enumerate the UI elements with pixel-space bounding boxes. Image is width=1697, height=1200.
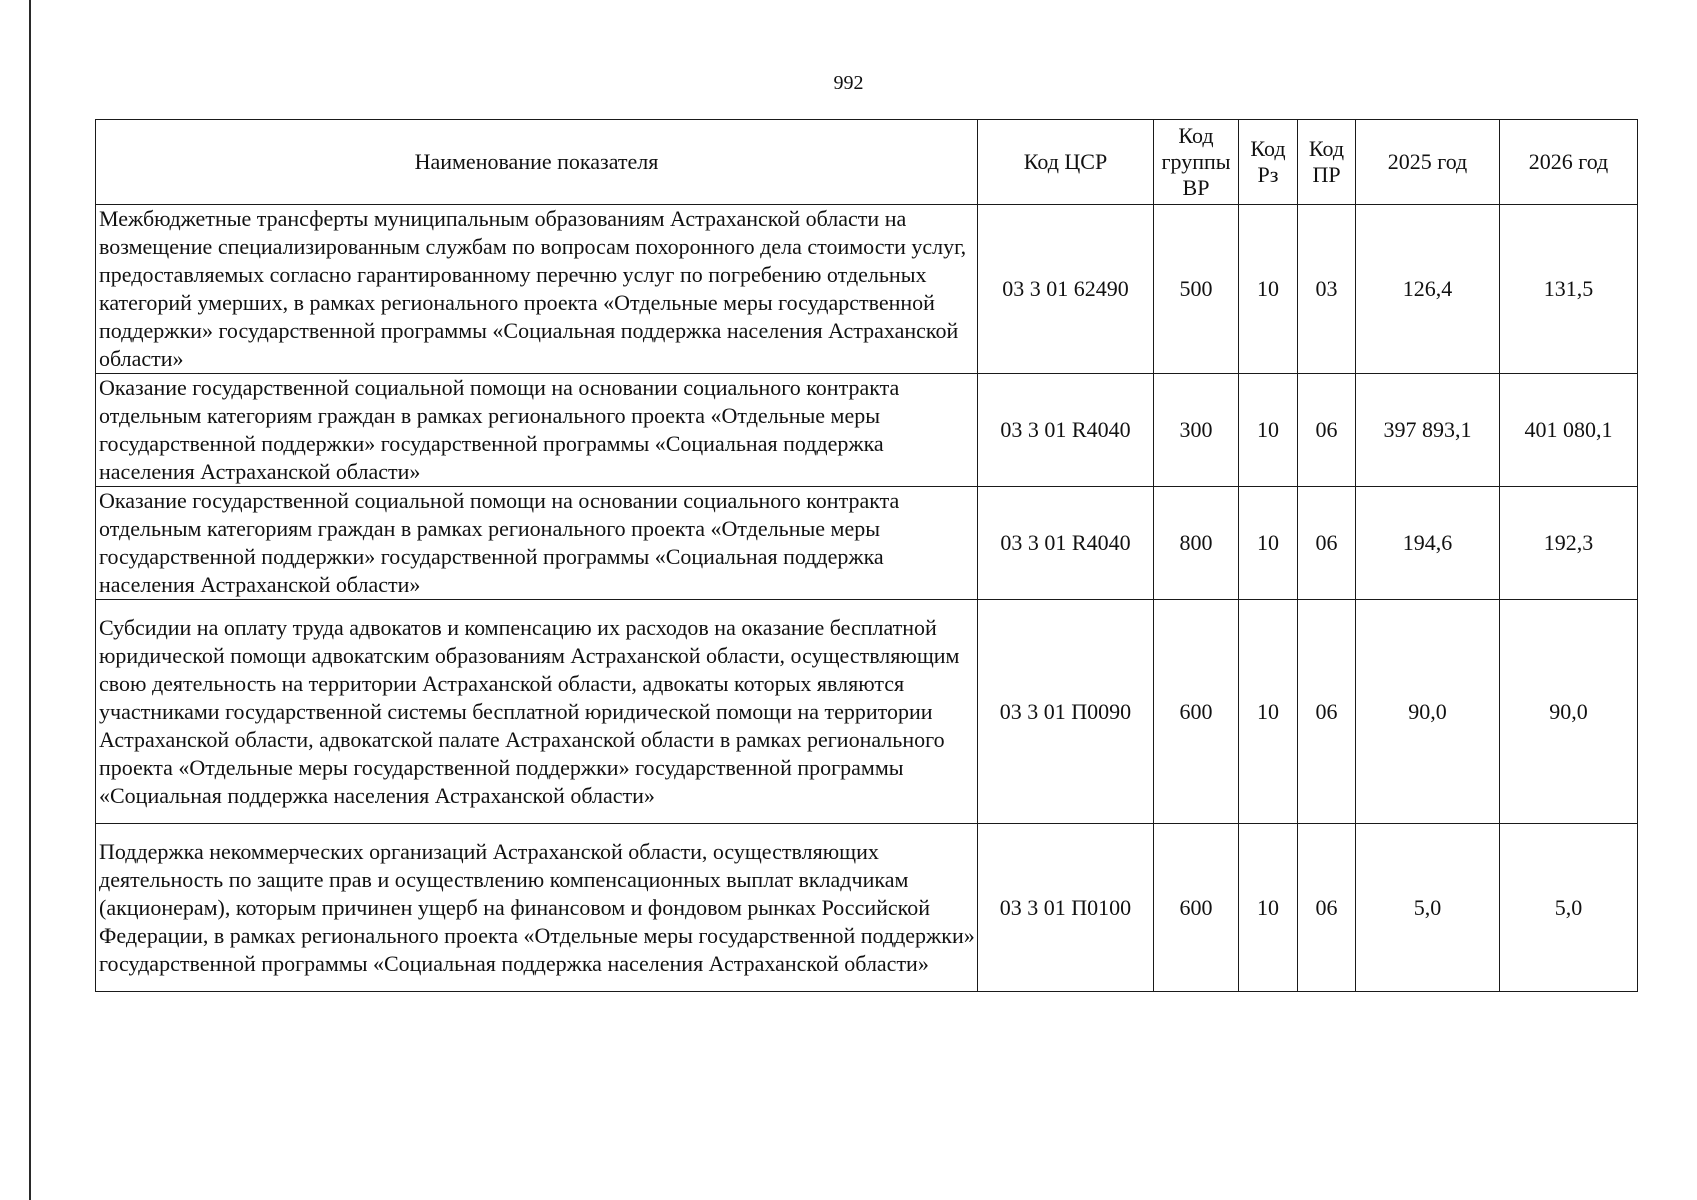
row-pr: 06: [1298, 487, 1356, 600]
row-pr: 06: [1298, 824, 1356, 992]
row-rz: 10: [1239, 205, 1298, 374]
budget-table: [95, 119, 1638, 992]
row-name: Поддержка некоммерческих организаций Астраханской области, осуществляющих деятельность по защите прав и осуществлению компенсационных выплат вкладчикам (акционерам), которым причинен ущерб на финансовом и фондовом рынках Российской Федерации, в рамках регионального проекта «Отдельные меры государственной поддержки» государственной программы «Социальная поддержка населения Астраханской области»: [96, 824, 978, 992]
table-row: [96, 374, 1638, 487]
row-csr: 03 3 01 62490: [978, 205, 1154, 374]
header-vr: Код группы ВР: [1154, 120, 1239, 205]
row-name: Межбюджетные трансферты муниципальным образованиям Астраханской области на возмещение специализированным службам по вопросам похоронного дела стоимости услуг, предоставляемых согласно гарантированному перечню услуг по погребению отдельных категорий умерших, в рамках регионального проекта «Отдельные меры государственной поддержки» государственной программы «Социальная поддержка населения Астраханской области»: [96, 205, 978, 374]
row-vr: 800: [1154, 487, 1239, 600]
row-2025: 5,0: [1356, 824, 1500, 992]
row-pr: 06: [1298, 600, 1356, 824]
row-2025: 90,0: [1356, 600, 1500, 824]
row-vr: 600: [1154, 600, 1239, 824]
row-2026: 401 080,1: [1500, 374, 1638, 487]
row-csr: 03 3 01 R4040: [978, 487, 1154, 600]
header-csr: Код ЦСР: [978, 120, 1154, 205]
row-2026: 5,0: [1500, 824, 1638, 992]
row-pr: 03: [1298, 205, 1356, 374]
row-vr: 500: [1154, 205, 1239, 374]
row-csr: 03 3 01 П0100: [978, 824, 1154, 992]
row-csr: 03 3 01 R4040: [978, 374, 1154, 487]
row-pr: 06: [1298, 374, 1356, 487]
table-row: [96, 824, 1638, 992]
row-name: Субсидии на оплату труда адвокатов и компенсацию их расходов на оказание бесплатной юридической помощи адвокатским образованиям Астраханской области, осуществляющим свою деятельность на территории Астраханской области, адвокаты которых являются участниками государственной системы бесплатной юридической помощи на территории Астраханской области, адвокатской палате Астраханской области в рамках регионального проекта «Отдельные меры государственной поддержки» государственной программы «Социальная поддержка населения Астраханской области»: [96, 600, 978, 824]
header-2026: 2026 год: [1500, 120, 1638, 205]
row-rz: 10: [1239, 374, 1298, 487]
header-name: Наименование показателя: [96, 120, 978, 205]
header-pr: Код ПР: [1298, 120, 1356, 205]
page-number: 992: [833, 72, 864, 94]
row-csr: 03 3 01 П0090: [978, 600, 1154, 824]
row-2025: 397 893,1: [1356, 374, 1500, 487]
row-rz: 10: [1239, 600, 1298, 824]
row-rz: 10: [1239, 824, 1298, 992]
header-rz: Код Рз: [1239, 120, 1298, 205]
row-2026: 90,0: [1500, 600, 1638, 824]
header-2025: 2025 год: [1356, 120, 1500, 205]
table-header-row: [96, 120, 1638, 205]
row-name: Оказание государственной социальной помощи на основании социального контракта отдельным категориям граждан в рамках регионального проекта «Отдельные меры государственной поддержки» государственной программы «Социальная поддержка населения Астраханской области»: [96, 374, 978, 487]
row-vr: 300: [1154, 374, 1239, 487]
row-rz: 10: [1239, 487, 1298, 600]
row-name: Оказание государственной социальной помощи на основании социального контракта отдельным категориям граждан в рамках регионального проекта «Отдельные меры государственной поддержки» государственной программы «Социальная поддержка населения Астраханской области»: [96, 487, 978, 600]
binding-margin-line: [29, 0, 31, 1200]
table-row: [96, 487, 1638, 600]
row-2026: 192,3: [1500, 487, 1638, 600]
table-row: [96, 205, 1638, 374]
row-vr: 600: [1154, 824, 1239, 992]
table-row: [96, 600, 1638, 824]
row-2025: 194,6: [1356, 487, 1500, 600]
row-2026: 131,5: [1500, 205, 1638, 374]
row-2025: 126,4: [1356, 205, 1500, 374]
